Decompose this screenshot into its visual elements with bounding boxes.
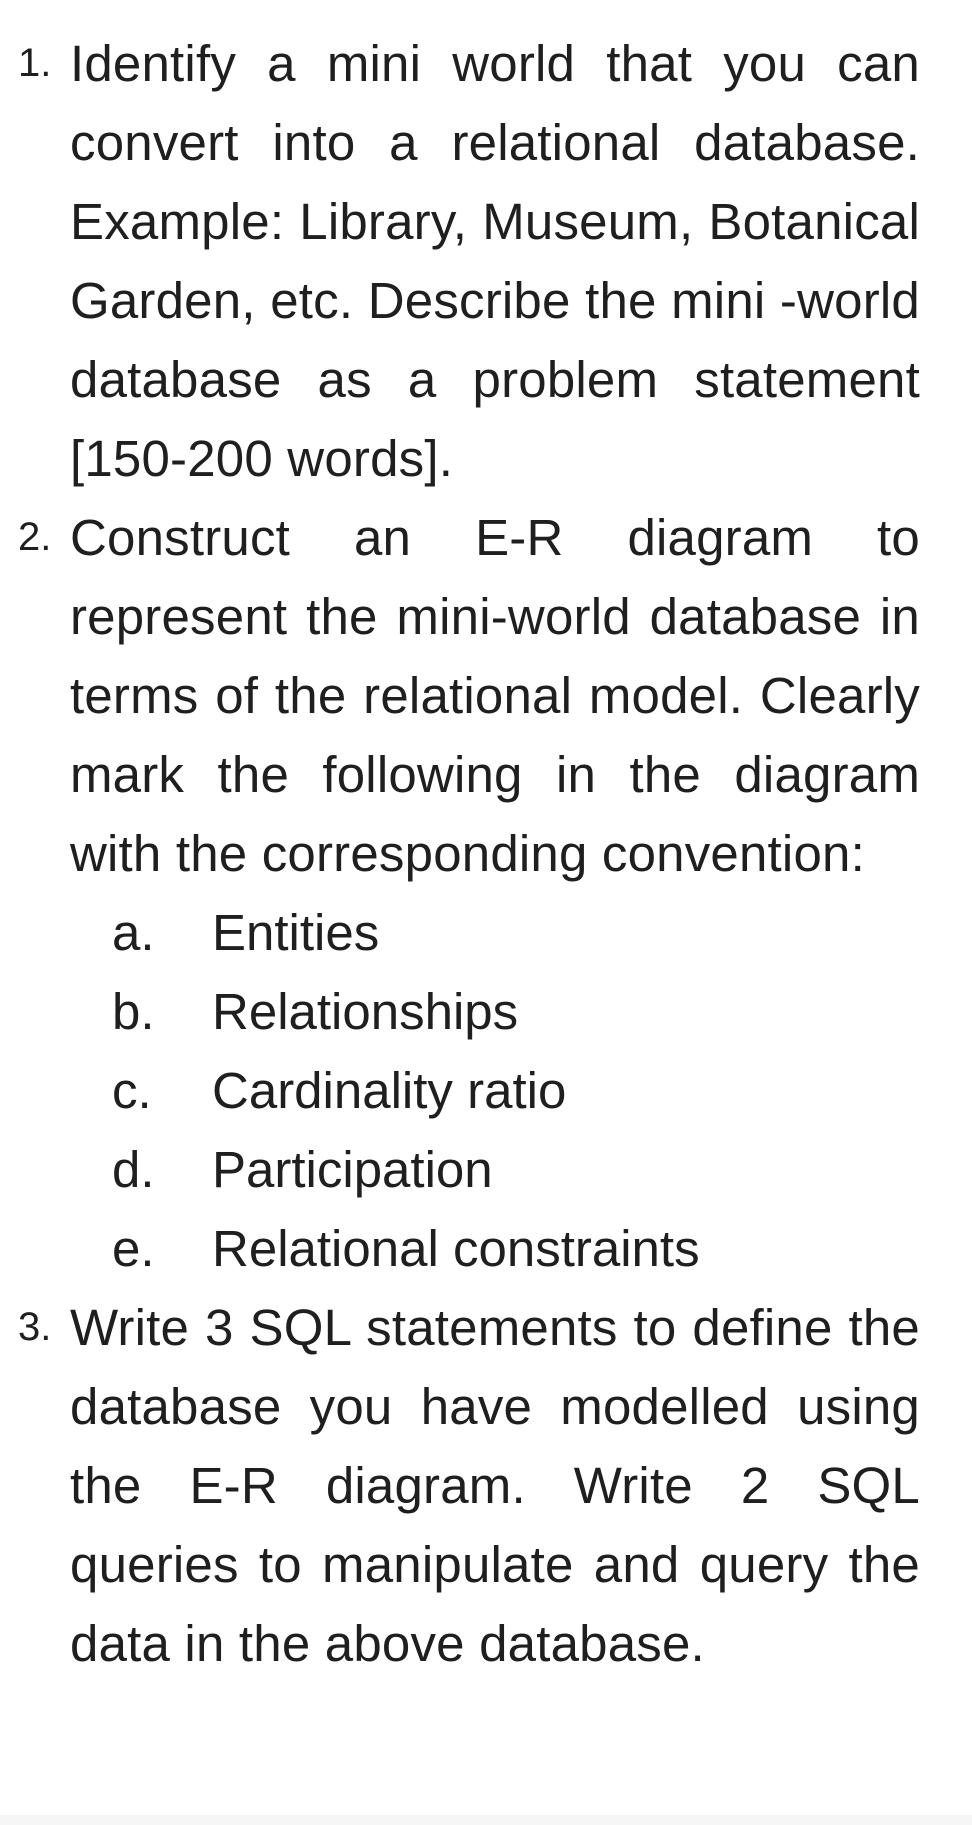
sub-item-cardinality-ratio bbox=[70, 1051, 920, 1130]
sub-item-letter: e. bbox=[112, 1220, 155, 1277]
list-number: 2. bbox=[18, 515, 52, 559]
sub-item-text: Relational constraints bbox=[212, 1220, 700, 1277]
list-item-2 bbox=[0, 498, 920, 1288]
sub-item-letter: c. bbox=[112, 1062, 152, 1119]
sub-item-text: Entities bbox=[212, 904, 380, 961]
bottom-edge-shade bbox=[0, 1815, 972, 1825]
item-text: Identify a mini world that you can convert into a relational database. Example: Library, Museum, Botanical Garden, etc. Describe the mini -world database as a problem statement [150-200 words]. bbox=[70, 35, 920, 487]
sub-item-text: Participation bbox=[212, 1141, 493, 1198]
sub-item-relationships bbox=[70, 972, 920, 1051]
list-item-3 bbox=[0, 1288, 920, 1683]
item-text: Construct an E-R diagram to represent the mini-world database in terms of the relational model. Clearly mark the following in the diagram with the corresponding convention: bbox=[70, 509, 920, 882]
sub-item-letter: a. bbox=[112, 904, 155, 961]
sub-item-entities bbox=[70, 893, 920, 972]
sub-item-participation bbox=[70, 1130, 920, 1209]
sub-item-text: Relationships bbox=[212, 983, 519, 1040]
assignment-document bbox=[0, 24, 972, 1683]
list-number: 1. bbox=[18, 41, 52, 85]
item-text: Write 3 SQL statements to define the database you have modelled using the E-R diagram. Write 2 SQL queries to manipulate and query the data in the above database. bbox=[70, 1299, 920, 1672]
list-item-1 bbox=[0, 24, 920, 498]
sub-item-letter: d. bbox=[112, 1141, 155, 1198]
list-number: 3. bbox=[18, 1305, 52, 1349]
sub-item-letter: b. bbox=[112, 983, 155, 1040]
sub-item-text: Cardinality ratio bbox=[212, 1062, 567, 1119]
sub-list bbox=[70, 893, 920, 1288]
sub-item-relational-constraints bbox=[70, 1209, 920, 1288]
